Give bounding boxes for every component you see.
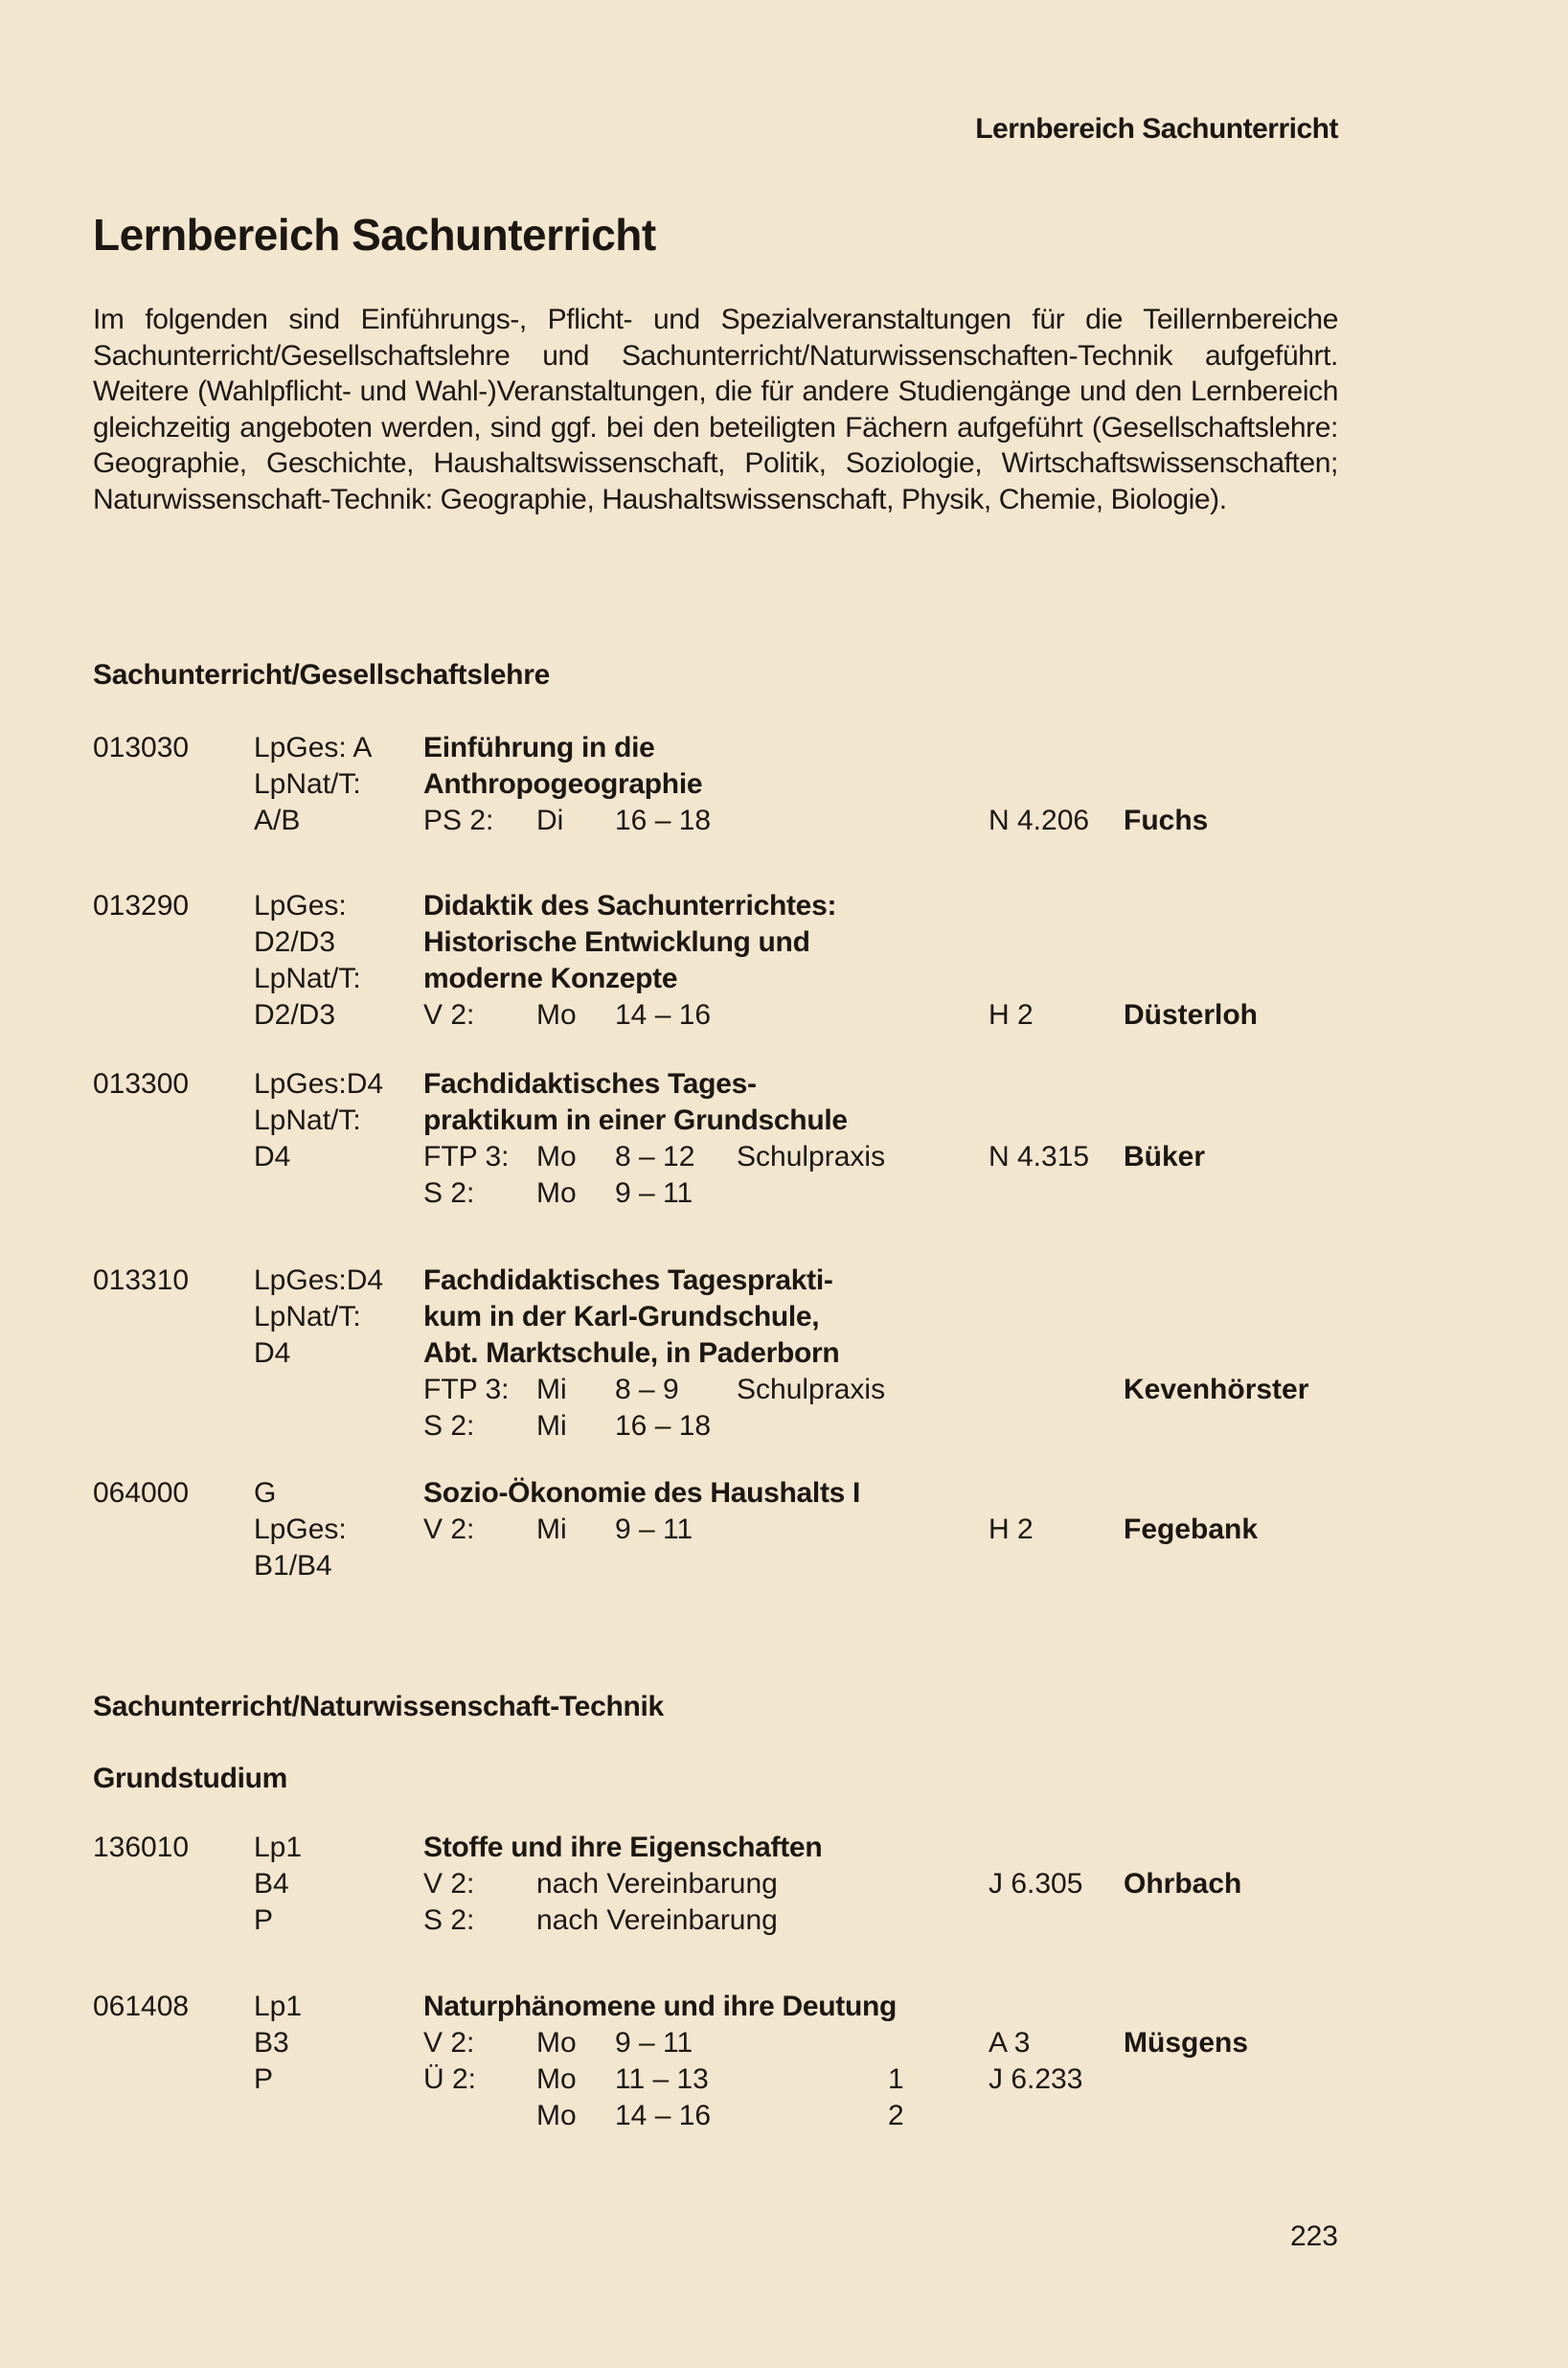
running-head: Lernbereich Sachunterricht [975, 113, 1338, 145]
course-code: D2/D3 [254, 999, 336, 1031]
course-note: Schulpraxis [737, 1374, 886, 1405]
course-line [93, 1989, 1376, 2025]
course-number: 013030 [93, 732, 190, 763]
course-day: nach Vereinbarung [536, 1904, 778, 1936]
course-code: G [254, 1477, 277, 1509]
course-type: PS 2: [423, 805, 494, 836]
course-code: B3 [254, 2027, 289, 2059]
course-time: 11 – 13 [615, 2063, 709, 2095]
course-time: 8 – 12 [615, 1141, 695, 1173]
course-day: Mo [536, 2063, 577, 2095]
course-code: D4 [254, 1337, 291, 1369]
course-lecturer: Fuchs [1124, 805, 1209, 836]
course-line [93, 2098, 1376, 2134]
course-title: Fachdidaktisches Tages- [423, 1068, 757, 1100]
course-time: 16 – 18 [615, 805, 712, 836]
course-entry [93, 1989, 1376, 2134]
course-line [93, 1372, 1376, 1408]
page-number: 223 [1289, 2220, 1338, 2252]
course-title: kum in der Karl-Grundschule, [423, 1301, 820, 1332]
course-time: 9 – 11 [615, 1514, 693, 1545]
course-code: LpGes: [254, 890, 347, 922]
course-lecturer: Müsgens [1124, 2027, 1249, 2059]
course-time: 14 – 16 [615, 999, 712, 1031]
course-entry [93, 1066, 1376, 1212]
course-code: LpGes: [254, 1514, 347, 1545]
course-line [93, 1103, 1376, 1139]
course-entry [93, 730, 1376, 839]
course-day: Mo [536, 1177, 577, 1209]
course-line [93, 730, 1376, 766]
course-title: Anthropogeographie [423, 768, 703, 800]
course-line [93, 1475, 1376, 1512]
course-time: 8 – 9 [615, 1374, 679, 1405]
course-type: V 2: [423, 1868, 475, 1900]
course-type: S 2: [423, 1177, 475, 1209]
course-day: Di [536, 805, 564, 836]
course-room: H 2 [989, 1514, 1034, 1545]
course-line [93, 997, 1376, 1034]
course-type: S 2: [423, 1410, 475, 1442]
course-line [93, 766, 1376, 803]
course-number: 013300 [93, 1068, 190, 1100]
course-code: D4 [254, 1141, 291, 1173]
course-type: V 2: [423, 999, 475, 1031]
course-title: Historische Entwicklung und [423, 926, 810, 958]
course-day: Mo [536, 1141, 577, 1173]
page-title: Lernbereich Sachunterricht [93, 210, 656, 260]
course-day: nach Vereinbarung [536, 1868, 778, 1900]
course-title: Sozio-Ökonomie des Haushalts I [423, 1477, 861, 1509]
course-day: Mo [536, 2100, 577, 2131]
course-code: LpGes:D4 [254, 1068, 384, 1100]
course-day: Mi [536, 1410, 567, 1442]
course-group: 1 [888, 2063, 904, 2095]
course-line [93, 1408, 1376, 1445]
course-room: H 2 [989, 999, 1034, 1031]
intro-paragraph: Im folgenden sind Einführungs-, Pflicht- und Spezialveranstaltungen für die Teillernbereiche Sachunterricht/Gesellschaftslehre und Sachunterricht/Naturwissenschaften-Technik aufgeführt. Weitere (Wahlpflicht- und Wahl-)Veranstaltungen, die für andere Studiengänge und den Lernbereich gleichzeitig angeboten werden, sind ggf. bei den beteiligten Fächern aufgeführt (Gesellschaftslehre: Geographie, Geschichte, Haushaltswissenschaft, Politik, Soziologie, Wirtschaftswissenschaften; Naturwissenschaft-Technik: Geographie, Haushaltswissenschaft, Physik, Chemie, Biologie). [93, 304, 1338, 515]
course-line [93, 1263, 1376, 1299]
course-code: LpGes:D4 [254, 1264, 384, 1296]
course-type: Ü 2: [423, 2063, 477, 2095]
course-time: 14 – 16 [615, 2100, 712, 2131]
course-type: V 2: [423, 1514, 475, 1545]
course-day: Mo [536, 999, 577, 1031]
course-line [93, 1830, 1376, 1866]
course-line [93, 1139, 1376, 1175]
course-time: 9 – 11 [615, 1177, 693, 1209]
course-line [93, 961, 1376, 997]
course-line [93, 1175, 1376, 1212]
course-line [93, 2025, 1376, 2061]
course-group: 2 [888, 2100, 904, 2131]
course-line [93, 1866, 1376, 1902]
course-line [93, 924, 1376, 961]
course-code: D2/D3 [254, 926, 336, 958]
course-lecturer: Fegebank [1124, 1514, 1259, 1545]
course-code: P [254, 1904, 274, 1936]
course-number: 061408 [93, 1991, 190, 2022]
course-line [93, 1335, 1376, 1372]
course-title: Stoffe und ihre Eigenschaften [423, 1832, 823, 1863]
course-line [93, 803, 1376, 839]
course-number: 064000 [93, 1477, 190, 1509]
course-room: A 3 [989, 2027, 1031, 2059]
course-type: V 2: [423, 2027, 475, 2059]
course-room: N 4.315 [989, 1141, 1090, 1173]
course-number: 136010 [93, 1832, 190, 1863]
course-code: B4 [254, 1868, 289, 1900]
subsection-heading-grundstudium: Grundstudium [93, 1763, 288, 1794]
course-line [93, 1299, 1376, 1335]
course-code: B1/B4 [254, 1550, 332, 1582]
course-code: Lp1 [254, 1832, 303, 1863]
course-day: Mi [536, 1514, 567, 1545]
course-entry [93, 1475, 1376, 1584]
course-number: 013290 [93, 890, 190, 922]
course-code: LpNat/T: [254, 1104, 361, 1136]
section-heading-gesellschaftslehre: Sachunterricht/Gesellschaftslehre [93, 659, 550, 691]
course-line [93, 888, 1376, 924]
course-code: Lp1 [254, 1991, 303, 2022]
course-type: S 2: [423, 1904, 475, 1936]
course-entry [93, 888, 1376, 1034]
course-code: LpNat/T: [254, 963, 361, 994]
course-time: 16 – 18 [615, 1410, 712, 1442]
course-lecturer: Büker [1124, 1141, 1206, 1173]
course-title: Abt. Marktschule, in Paderborn [423, 1337, 840, 1369]
course-code: LpGes: A [254, 732, 373, 763]
course-lecturer: Kevenhörster [1124, 1374, 1309, 1405]
course-type: FTP 3: [423, 1374, 510, 1405]
course-title: moderne Konzepte [423, 963, 678, 994]
course-code: LpNat/T: [254, 768, 361, 800]
course-room: J 6.305 [989, 1868, 1083, 1900]
course-line [93, 2061, 1376, 2098]
course-day: Mi [536, 1374, 567, 1405]
course-entry [93, 1263, 1376, 1445]
course-title: Fachdidaktisches Tagesprakti- [423, 1264, 833, 1296]
course-line [93, 1902, 1376, 1939]
course-line [93, 1066, 1376, 1103]
course-note: Schulpraxis [737, 1141, 886, 1173]
course-room: N 4.206 [989, 805, 1090, 836]
course-title: praktikum in einer Grundschule [423, 1104, 848, 1136]
course-lecturer: Düsterloh [1124, 999, 1259, 1031]
course-time: 9 – 11 [615, 2027, 693, 2059]
course-title: Einführung in die [423, 732, 655, 763]
course-code: LpNat/T: [254, 1301, 361, 1332]
course-code: A/B [254, 805, 301, 836]
course-line [93, 1512, 1376, 1548]
course-room: J 6.233 [989, 2063, 1083, 2095]
course-day: Mo [536, 2027, 577, 2059]
course-line [93, 1548, 1376, 1584]
course-title: Naturphänomene und ihre Deutung [423, 1991, 898, 2022]
course-number: 013310 [93, 1264, 190, 1296]
course-type: FTP 3: [423, 1141, 510, 1173]
course-title: Didaktik des Sachunterrichtes: [423, 890, 837, 922]
course-code: P [254, 2063, 274, 2095]
course-entry [93, 1830, 1376, 1939]
section-heading-naturwissenschaft: Sachunterricht/Naturwissenschaft-Technik [93, 1691, 664, 1722]
course-lecturer: Ohrbach [1124, 1868, 1242, 1900]
